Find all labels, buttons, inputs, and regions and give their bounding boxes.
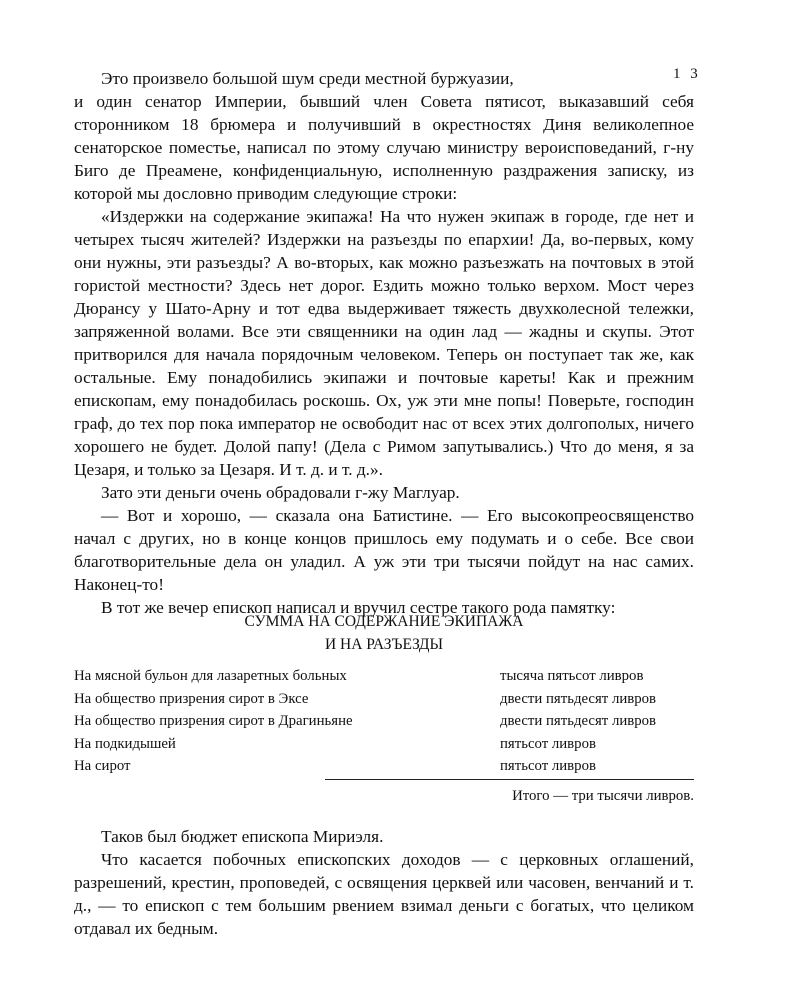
budget-amount: двести пятьдесят ливров xyxy=(500,690,657,707)
budget-heading xyxy=(74,610,694,656)
budget-total-rule xyxy=(325,779,694,780)
budget-heading-line2: И НА РАЗЪЕЗДЫ xyxy=(324,636,444,653)
paragraph-dialogue: — Вот и хорошо, — сказала она Батистине. — Его высокопреосвященство начал с других, но в конце концов пришлось ему подумать и о себе. Все свои благотворительные дела он уладил. А уж эти три тысячи пойдут на нас самих. Наконец-то! xyxy=(74,506,694,594)
budget-label: На мясной бульон для лазаретных больных xyxy=(74,668,347,684)
budget-table xyxy=(74,668,694,781)
budget-amount: пятьсот ливров xyxy=(500,735,596,752)
paragraph-evening: В тот же вечер епископ написал и вручил сестре такого рода памятку: xyxy=(101,598,616,617)
budget-label: На общество призрения сирот в Драгиньяне xyxy=(74,713,353,729)
budget-amount: двести пятьдесят ливров xyxy=(500,713,657,729)
paragraph-maglouar: Зато эти деньги очень обрадовали г-жу Маглуар. xyxy=(101,483,460,502)
closing-paragraph-income: Что касается побочных епископских доходов — с церковных оглашений, разрешений, крестин, проповедей, с освящения церквей или часовен, венчаний и т. д., — то епископ с тем большим рвением взимал деньги с богатых, что целиком отдавал их бедным. xyxy=(74,850,694,938)
page-number: 1 3 xyxy=(673,66,701,82)
budget-label: На подкидышей xyxy=(74,735,176,752)
budget-row xyxy=(74,736,694,759)
intro-first-line: Это произвело большой шум среди местной буржуазии, xyxy=(101,69,514,88)
budget-row xyxy=(74,758,694,781)
senator-letter-paragraph: «Издержки на содержание экипажа! На что нужен экипаж в городе, где нет и четырех тысяч жителей? Издержки на разъезды по епархии! Да, во-первых, кому они нужны, эти разъезды? А во-вторых, как можно разъезжать на почтовых в этой гористой местности? Здесь нет дорог. Ездить можно только верхом. Мост через Дюрансу у Шато-Арну и тот едва выдерживает тяжесть двухколесной тележки, запряженной волами. Все эти священники на один лад — жадны и скупы. Этот притворился для начала порядочным человеком. Теперь он поступает так же, как остальные. Ему понадобились экипажи и почтовые кареты! Как и прежним епископам, ему понадобилась роскошь. Ох, уж эти мне попы! Поверьте, господин граф, до тех пор пока император не освободит нас от всех этих долгополых, ничего хорошего не будет. Долой папу! (Дела с Римом запутывались.) Что до меня, я за Цезаря, и только за Цезаря. И т. д. и т. д.». xyxy=(74,207,694,479)
budget-amount: тысяча пятьсот ливров xyxy=(500,668,644,684)
budget-row xyxy=(74,668,694,691)
budget-total: Итого — три тысячи ливров. xyxy=(512,788,694,804)
budget-label: На общество призрения сирот в Эксе xyxy=(74,690,309,707)
budget-row xyxy=(74,713,694,736)
budget-label: На сирот xyxy=(74,758,131,774)
intro-paragraph xyxy=(74,67,694,205)
main-text xyxy=(74,67,694,619)
closing-text xyxy=(74,825,694,940)
budget-heading-line1: СУММА НА СОДЕРЖАНИЕ ЭКИПАЖА xyxy=(244,613,524,630)
budget-amount: пятьсот ливров xyxy=(500,758,596,774)
intro-rest: и один сенатор Империи, бывший член Совета пятисот, выказавший себя сторонником 18 брюмера и получивший в окрестностях Диня великолепное сенаторское поместье, написал по этому случаю министру вероисповеданий, г-ну Биго де Преамене, конфиденциальную, исполненную раздражения записку, из которой мы дословно приводим следующие строки: xyxy=(74,92,694,203)
closing-paragraph-budget: Таков был бюджет епископа Мириэля. xyxy=(101,827,384,846)
budget-row xyxy=(74,691,694,714)
